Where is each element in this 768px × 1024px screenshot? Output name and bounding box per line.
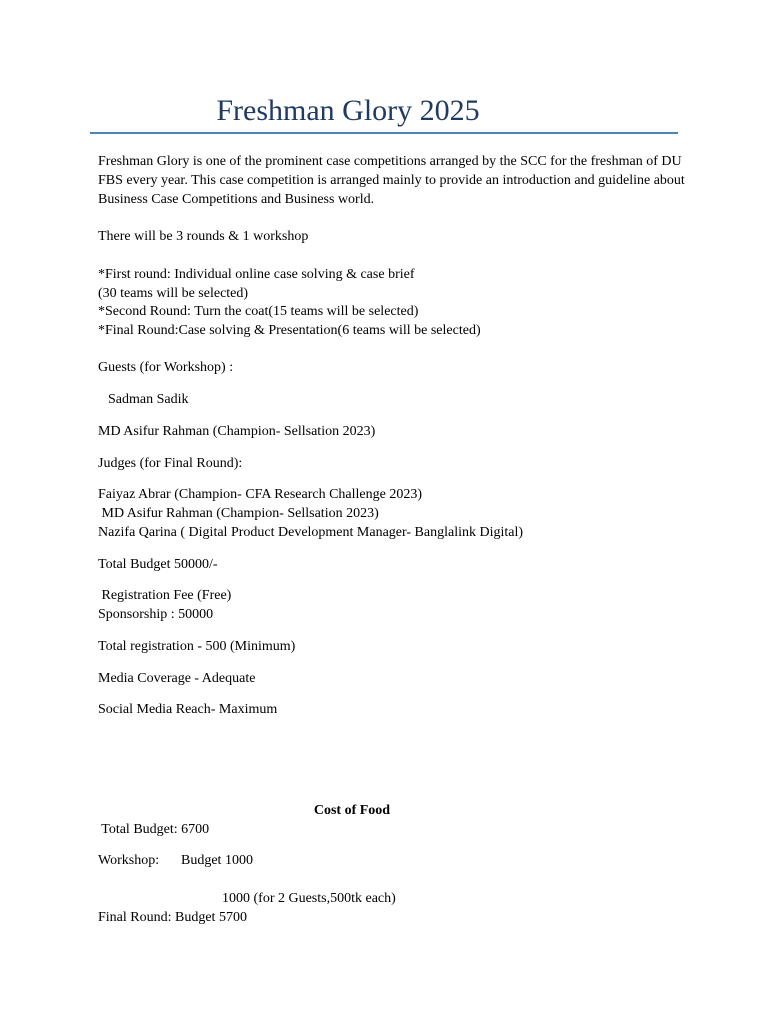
- guest-item: Sadman Sadik: [108, 392, 189, 407]
- total-registration: Total registration - 500 (Minimum): [98, 639, 296, 654]
- media-coverage: Media Coverage - Adequate: [98, 671, 256, 686]
- food-workshop-label: Workshop:: [98, 853, 160, 868]
- total-budget: Total Budget 50000/-: [98, 557, 218, 572]
- food-final-round: Final Round: Budget 5700: [98, 910, 247, 925]
- round-item: *Second Round: Turn the coat(15 teams will be selected): [98, 304, 419, 319]
- page-title: Freshman Glory 2025: [216, 94, 480, 127]
- sponsorship: Sponsorship : 50000: [98, 607, 214, 622]
- round-item: *Final Round:Case solving & Presentation(6 teams will be selected): [98, 323, 481, 338]
- registration-fee: Registration Fee (Free): [98, 588, 232, 603]
- food-cost-heading: Cost of Food: [313, 803, 391, 818]
- intro-line: Freshman Glory is one of the prominent case competitions arranged by the SCC for the freshman of DU: [98, 154, 682, 169]
- intro-line: Business Case Competitions and Business world.: [98, 192, 375, 207]
- food-workshop-budget: Budget 1000: [181, 853, 253, 868]
- judges-heading: Judges (for Final Round):: [98, 456, 243, 471]
- intro-line: FBS every year. This case competition is arranged mainly to provide an introduction and guideline about: [98, 173, 685, 188]
- judge-item: Faiyaz Abrar (Champion- CFA Research Challenge 2023): [98, 487, 422, 502]
- food-total-budget: Total Budget: 6700: [98, 822, 210, 837]
- title-underline: [90, 132, 678, 134]
- social-media-reach: Social Media Reach- Maximum: [98, 702, 278, 717]
- judge-item: Nazifa Qarina ( Digital Product Development Manager- Banglalink Digital): [98, 525, 524, 540]
- round-item: (30 teams will be selected): [98, 286, 249, 301]
- guests-heading: Guests (for Workshop) :: [98, 360, 234, 375]
- judge-item: MD Asifur Rahman (Champion- Sellsation 2023): [98, 506, 379, 521]
- guest-item: MD Asifur Rahman (Champion- Sellsation 2023): [98, 424, 376, 439]
- food-workshop-detail: 1000 (for 2 Guests,500tk each): [222, 891, 396, 906]
- round-item: *First round: Individual online case solving & case brief: [98, 267, 415, 282]
- rounds-summary: There will be 3 rounds & 1 workshop: [98, 229, 309, 244]
